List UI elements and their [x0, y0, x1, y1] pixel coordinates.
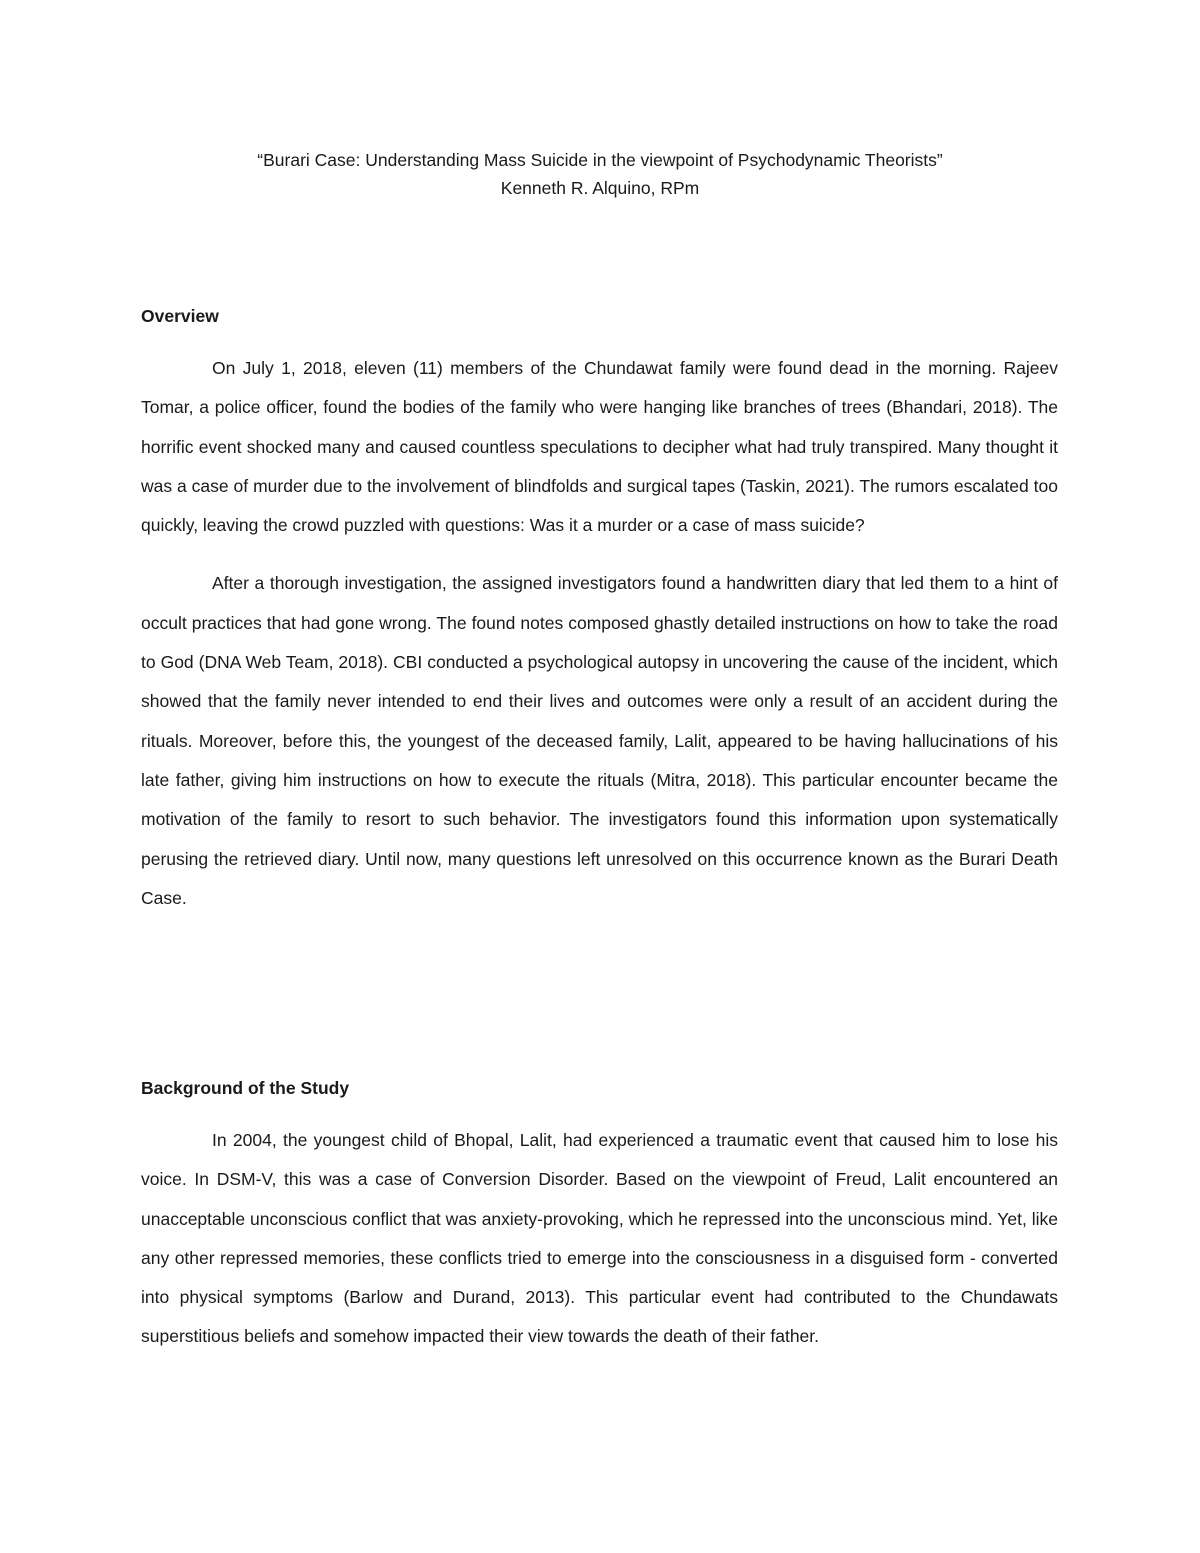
overview-paragraph-1: On July 1, 2018, eleven (11) members of the Chundawat family were found dead in the morning. Rajeev Tomar, a police officer, found the bodies of the family who were hanging like branches of trees (Bhandari, 2018). The horrific event shocked many and caused countless speculations to decipher what had truly transpired. Many thought it was a case of murder due to the involvement of blindfolds and surgical tapes (Taskin, 2021). The rumors escalated too quickly, leaving the crowd puzzled with questions: Was it a murder or a case of mass suicide? — [141, 358, 1058, 536]
background-paragraph-1: In 2004, the youngest child of Bhopal, Lalit, had experienced a traumatic event that caused him to lose his voice. In DSM-V, this was a case of Conversion Disorder. Based on the viewpoint of Freud, Lalit encountered an unacceptable unconscious conflict that was anxiety-provoking, which he repressed into the unconscious mind. Yet, like any other repressed memories, these conflicts tried to emerge into the consciousness in a disguised form - converted into physical symptoms (Barlow and Durand, 2013). This particular event had contributed to the Chundawats superstitious beliefs and somehow impacted their view towards the death of their father. — [141, 1130, 1058, 1347]
section-overview — [141, 305, 1058, 918]
title-block — [0, 146, 1200, 202]
section-heading-overview: Overview — [141, 306, 219, 326]
overview-paragraph-2: After a thorough investigation, the assigned investigators found a handwritten diary that led them to a hint of occult practices that had gone wrong. The found notes composed ghastly detailed instructions on how to take the road to God (DNA Web Team, 2018). CBI conducted a psychological autopsy in uncovering the cause of the incident, which showed that the family never intended to end their lives and outcomes were only a result of an accident during the rituals. Moreover, before this, the youngest of the deceased family, Lalit, appeared to be having hallucinations of his late father, giving him instructions on how to execute the rituals (Mitra, 2018). This particular encounter became the motivation of the family to resort to such behavior. The investigators found this information upon systematically perusing the retrieved diary. Until now, many questions left unresolved on this occurrence known as the Burari Death Case. — [141, 573, 1058, 908]
document-title: “Burari Case: Understanding Mass Suicide in the viewpoint of Psychodynamic Theorists” — [257, 150, 943, 170]
document-author: Kenneth R. Alquino, RPm — [500, 178, 700, 198]
section-background — [141, 1077, 1058, 1357]
section-heading-background: Background of the Study — [141, 1078, 350, 1098]
